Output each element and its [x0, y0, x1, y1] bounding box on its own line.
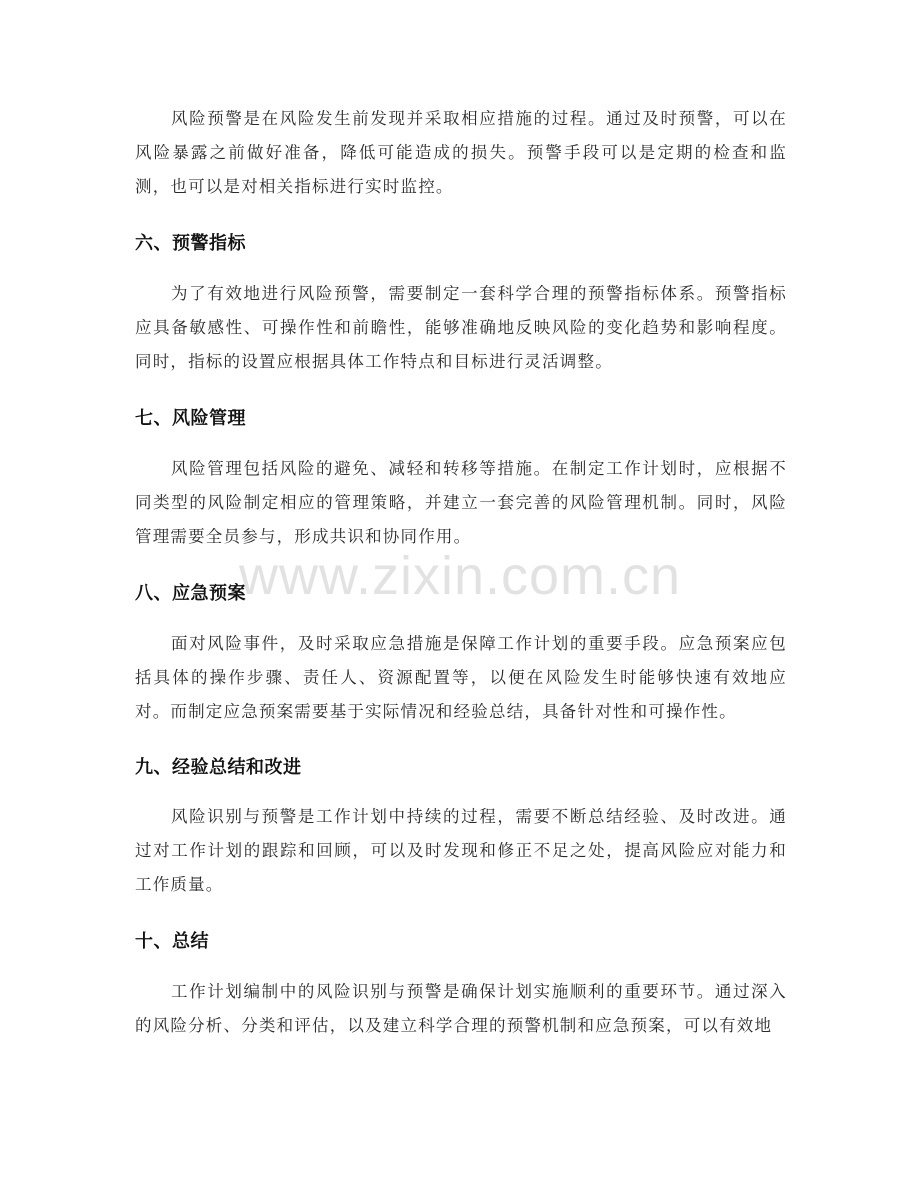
watermark: www.zixin.com.cn	[238, 546, 682, 606]
section-heading-10: 十、总结	[135, 931, 209, 952]
section-heading-7: 七、风险管理	[135, 408, 246, 429]
section-heading-8: 八、应急预案	[135, 583, 246, 604]
section-body-8: 面对风险事件，及时采取应急措施是保障工作计划的重要手段。应急预案应包括具体的操作步骤、责任人、资源配置等，以便在风险发生时能够快速有效地应对。而制定应急预案需要基于实际情况和经验总结，具备针对性和可操作性。	[135, 634, 787, 721]
intro-paragraph: 风险预警是在风险发生前发现并采取相应措施的过程。通过及时预警，可以在风险暴露之前做好准备，降低可能造成的损失。预警手段可以是定期的检查和监测，也可以是对相关指标进行实时监控。	[135, 109, 787, 196]
section-body-9: 风险识别与预警是工作计划中持续的过程，需要不断总结经验、及时改进。通过对工作计划的跟踪和回顾，可以及时发现和修正不足之处，提高风险应对能力和工作质量。	[135, 807, 787, 894]
section-body-7: 风险管理包括风险的避免、减轻和转移等措施。在制定工作计划时，应根据不同类型的风险制定相应的管理策略，并建立一套完善的风险管理机制。同时，风险管理需要全员参与，形成共识和协同作用。	[135, 459, 787, 546]
section-body-6: 为了有效地进行风险预警，需要制定一套科学合理的预警指标体系。预警指标应具备敏感性、可操作性和前瞻性，能够准确地反映风险的变化趋势和影响程度。同时，指标的设置应根据具体工作特点和目标进行灵活调整。	[135, 284, 787, 371]
section-heading-9: 九、经验总结和改进	[135, 757, 302, 778]
section-body-10: 工作计划编制中的风险识别与预警是确保计划实施顺利的重要环节。通过深入的风险分析、分类和评估，以及建立科学合理的预警机制和应急预案，可以有效地	[135, 982, 787, 1035]
section-heading-6: 六、预警指标	[135, 233, 246, 254]
